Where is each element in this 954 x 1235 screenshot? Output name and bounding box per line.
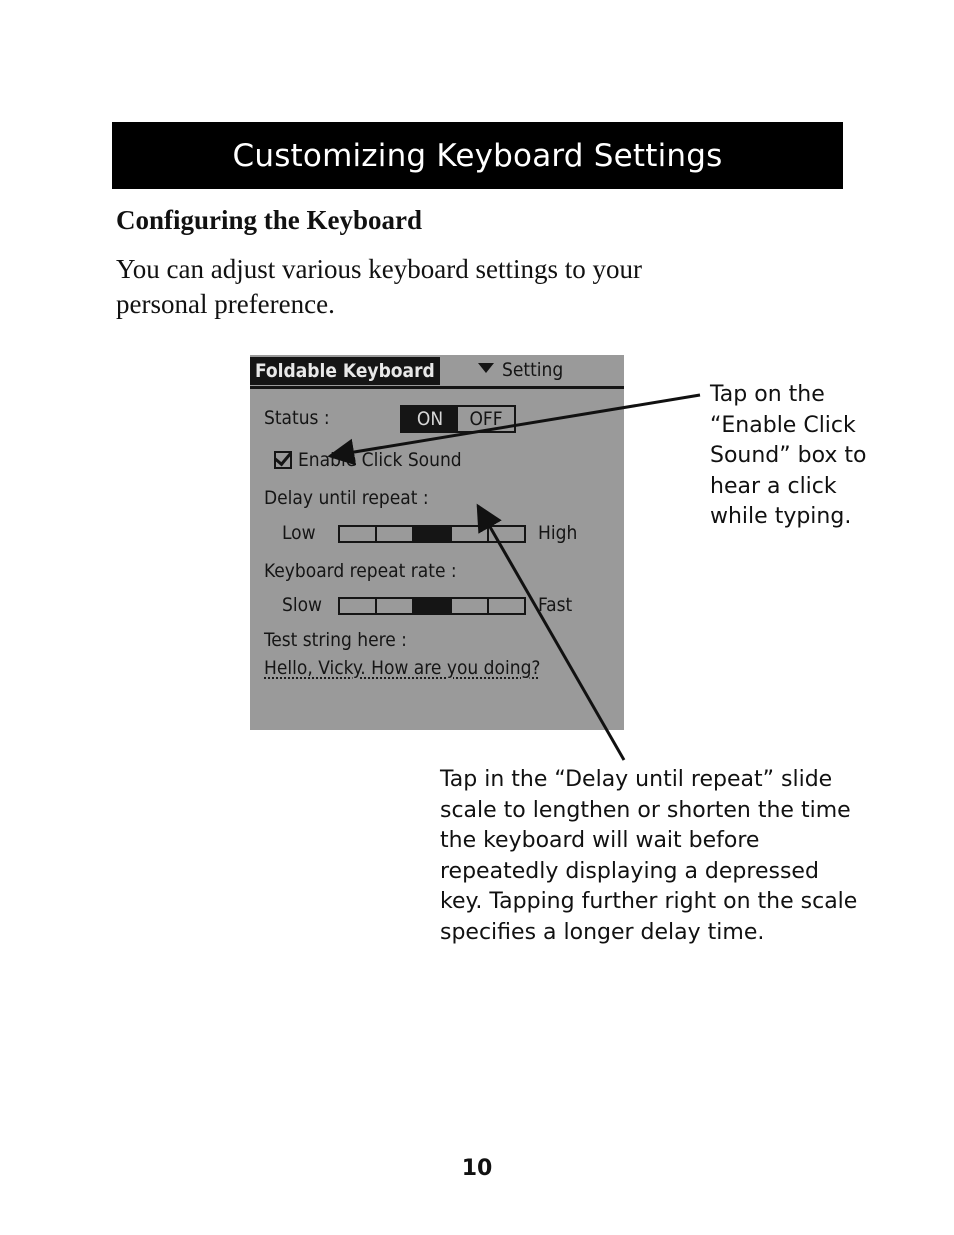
status-off-button[interactable]: OFF: [469, 408, 503, 430]
test-string-label: Test string here :: [264, 629, 407, 651]
click-sound-callout: Tap on the “Enable Click Sound” box to hear a click while typing.: [710, 382, 867, 530]
delay-label: Delay until repeat :: [264, 487, 429, 509]
click-sound-arrow: [330, 395, 700, 456]
app-title: Foldable Keyboard: [250, 357, 440, 385]
status-on-button[interactable]: ON: [402, 407, 458, 431]
section-heading: Configuring the Keyboard: [116, 205, 423, 235]
rate-fast-label: Fast: [538, 594, 573, 616]
rate-slow-label: Slow: [282, 594, 323, 616]
test-string-field[interactable]: Hello, Vicky. How are you doing?: [264, 657, 541, 679]
delay-high-label: High: [538, 522, 578, 544]
page-number: 10: [461, 1156, 493, 1181]
chapter-title: Customizing Keyboard Settings: [232, 137, 723, 174]
click-sound-label[interactable]: Enable Click Sound: [298, 449, 462, 471]
repeat-rate-label: Keyboard repeat rate :: [264, 560, 457, 582]
setting-menu-label: Setting: [502, 359, 564, 381]
status-label: Status :: [264, 407, 330, 429]
delay-low-label: Low: [282, 522, 316, 544]
intro-paragraph: You can adjust various keyboard settings to your personal preference.: [116, 254, 642, 319]
delay-arrow: [478, 506, 624, 760]
delay-callout: Tap in the “Delay until repeat” slide scale to lengthen or shorten the time the keyboard will wait before repeatedly displaying a depressed key. Tapping further right on the scale specifies a longer delay time.: [440, 767, 858, 945]
